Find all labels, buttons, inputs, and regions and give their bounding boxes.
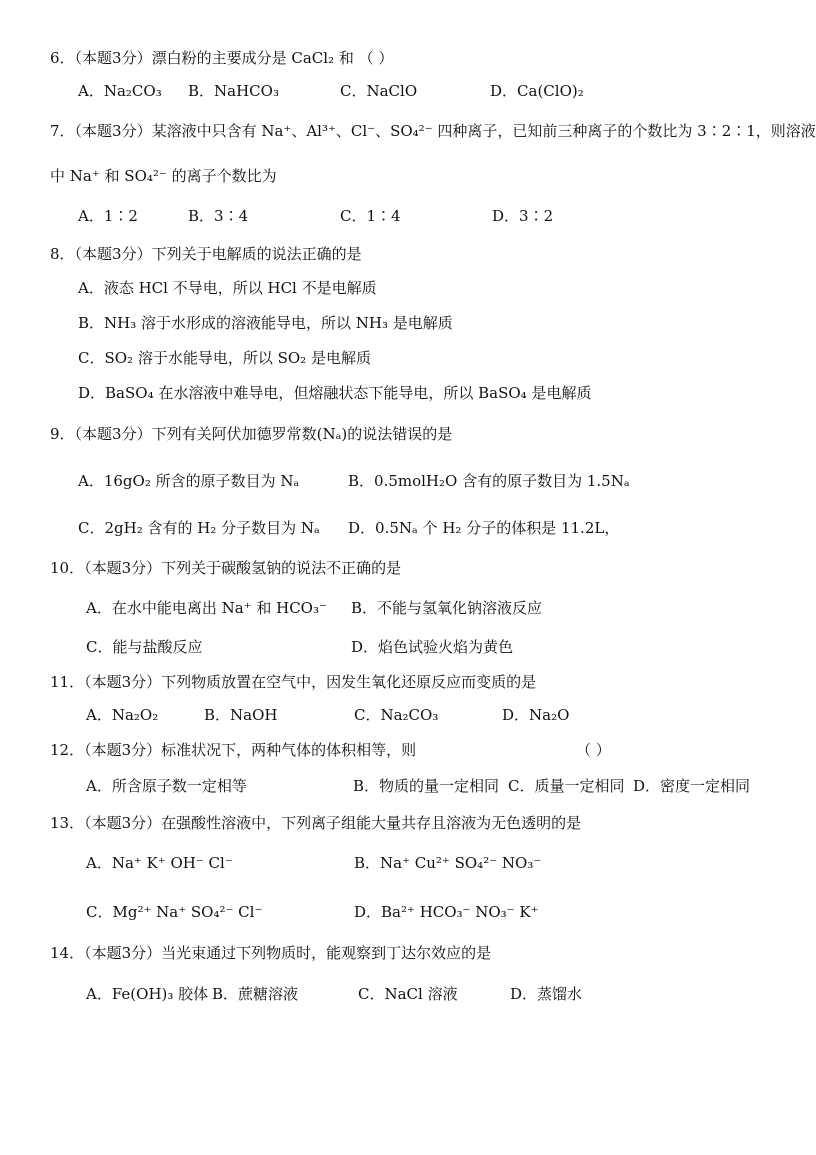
option-b[interactable]: B．NH₃ 溶于水形成的溶液能导电，所以 NH₃ 是电解质: [78, 314, 453, 332]
option-d[interactable]: D．0.5Nₐ 个 H₂ 分子的体积是 11.2L，: [348, 519, 620, 537]
question-7-stem: 7．（本题3分）某溶液中只含有 Na⁺、Al³⁺、Cl⁻、SO₄²⁻ 四种离子，已知前三种离子的个数比为 3∶2∶1，则溶液: [50, 122, 816, 140]
option-b[interactable]: B．3∶4: [188, 207, 249, 225]
option-d[interactable]: D．Na₂O: [502, 706, 570, 724]
option-b[interactable]: B．物质的量一定相同: [353, 777, 500, 795]
question-7-options: [78, 205, 798, 229]
question-14-options: [78, 983, 798, 1007]
question-6-stem: 6．（本题3分）漂白粉的主要成分是 CaCl₂ 和 （ ）: [50, 49, 394, 67]
option-a[interactable]: A．Na₂O₂: [86, 706, 159, 724]
question-14-stem: 14．（本题3分）当光束通过下列物质时，能观察到丁达尔效应的是: [50, 944, 492, 962]
option-c[interactable]: C．2gH₂ 含有的 H₂ 分子数目为 Nₐ: [78, 519, 320, 537]
option-b[interactable]: B．不能与氢氧化钠溶液反应: [351, 599, 543, 617]
option-c[interactable]: C．NaCl 溶液: [358, 985, 458, 1003]
question-12-options: [78, 775, 768, 799]
question-10-options-cd: [78, 636, 798, 660]
question-7-stem-continued: 中 Na⁺ 和 SO₄²⁻ 的离子个数比为: [50, 167, 277, 185]
question-13-options-cd: [78, 901, 798, 925]
question-6-options: [78, 80, 798, 104]
option-a[interactable]: A．Fe(OH)₃ 胶体: [86, 985, 209, 1003]
option-a[interactable]: A．16gO₂ 所含的原子数目为 Nₐ: [78, 472, 300, 490]
question-13-stem: 13．（本题3分）在强酸性溶液中，下列离子组能大量共存且溶液为无色透明的是: [50, 814, 582, 832]
option-c[interactable]: C．NaClO: [340, 82, 418, 100]
question-11-stem: 11．（本题3分）下列物质放置在空气中，因发生氧化还原反应而变质的是: [50, 673, 537, 691]
option-d[interactable]: D．焰色试验火焰为黄色: [351, 638, 514, 656]
question-11-options: [78, 704, 798, 728]
question-9-options-ab: [78, 470, 798, 494]
option-c[interactable]: C．1∶4: [340, 207, 401, 225]
option-a[interactable]: A．1∶2: [78, 207, 138, 225]
option-a[interactable]: A．液态 HCl 不导电，所以 HCl 不是电解质: [78, 279, 377, 297]
option-c[interactable]: C．能与盐酸反应: [86, 638, 203, 656]
question-9-stem: 9．（本题3分）下列有关阿伏加德罗常数(Nₐ)的说法错误的是: [50, 425, 453, 443]
option-b[interactable]: B．蔗糖溶液: [212, 985, 299, 1003]
question-13-options-ab: [78, 852, 798, 876]
question-9-options-cd: [78, 517, 798, 541]
option-c[interactable]: C．Mg²⁺ Na⁺ SO₄²⁻ Cl⁻: [86, 903, 263, 921]
option-c[interactable]: C．SO₂ 溶于水能导电，所以 SO₂ 是电解质: [78, 349, 371, 367]
option-d[interactable]: D．Ca(ClO)₂: [490, 82, 584, 100]
question-12-stem: 12．（本题3分）标准状况下，两种气体的体积相等，则: [50, 741, 417, 759]
option-d[interactable]: D．蒸馏水: [510, 985, 583, 1003]
option-b[interactable]: B．NaHCO₃: [188, 82, 279, 100]
option-c[interactable]: C．质量一定相同: [508, 777, 625, 795]
option-a[interactable]: A．所含原子数一定相等: [86, 777, 247, 795]
option-d[interactable]: D．BaSO₄ 在水溶液中难导电，但熔融状态下能导电，所以 BaSO₄ 是电解质: [78, 384, 592, 402]
option-a[interactable]: A．在水中能电离出 Na⁺ 和 HCO₃⁻: [86, 599, 327, 617]
option-d[interactable]: D．密度一定相同: [633, 777, 751, 795]
option-a[interactable]: A．Na⁺ K⁺ OH⁻ Cl⁻: [86, 854, 233, 872]
question-10-options-ab: [78, 597, 798, 621]
question-10-stem: 10．（本题3分）下列关于碳酸氢钠的说法不正确的是: [50, 559, 402, 577]
option-b[interactable]: B．NaOH: [204, 706, 278, 724]
option-d[interactable]: D．Ba²⁺ HCO₃⁻ NO₃⁻ K⁺: [354, 903, 539, 921]
answer-paren: （ ）: [576, 741, 611, 759]
question-8-stem: 8．（本题3分）下列关于电解质的说法正确的是: [50, 245, 362, 263]
option-b[interactable]: B．0.5molH₂O 含有的原子数目为 1.5Nₐ: [348, 472, 630, 490]
option-a[interactable]: A．Na₂CO₃: [78, 82, 162, 100]
option-b[interactable]: B．Na⁺ Cu²⁺ SO₄²⁻ NO₃⁻: [354, 854, 542, 872]
option-c[interactable]: C．Na₂CO₃: [354, 706, 439, 724]
option-d[interactable]: D．3∶2: [492, 207, 554, 225]
